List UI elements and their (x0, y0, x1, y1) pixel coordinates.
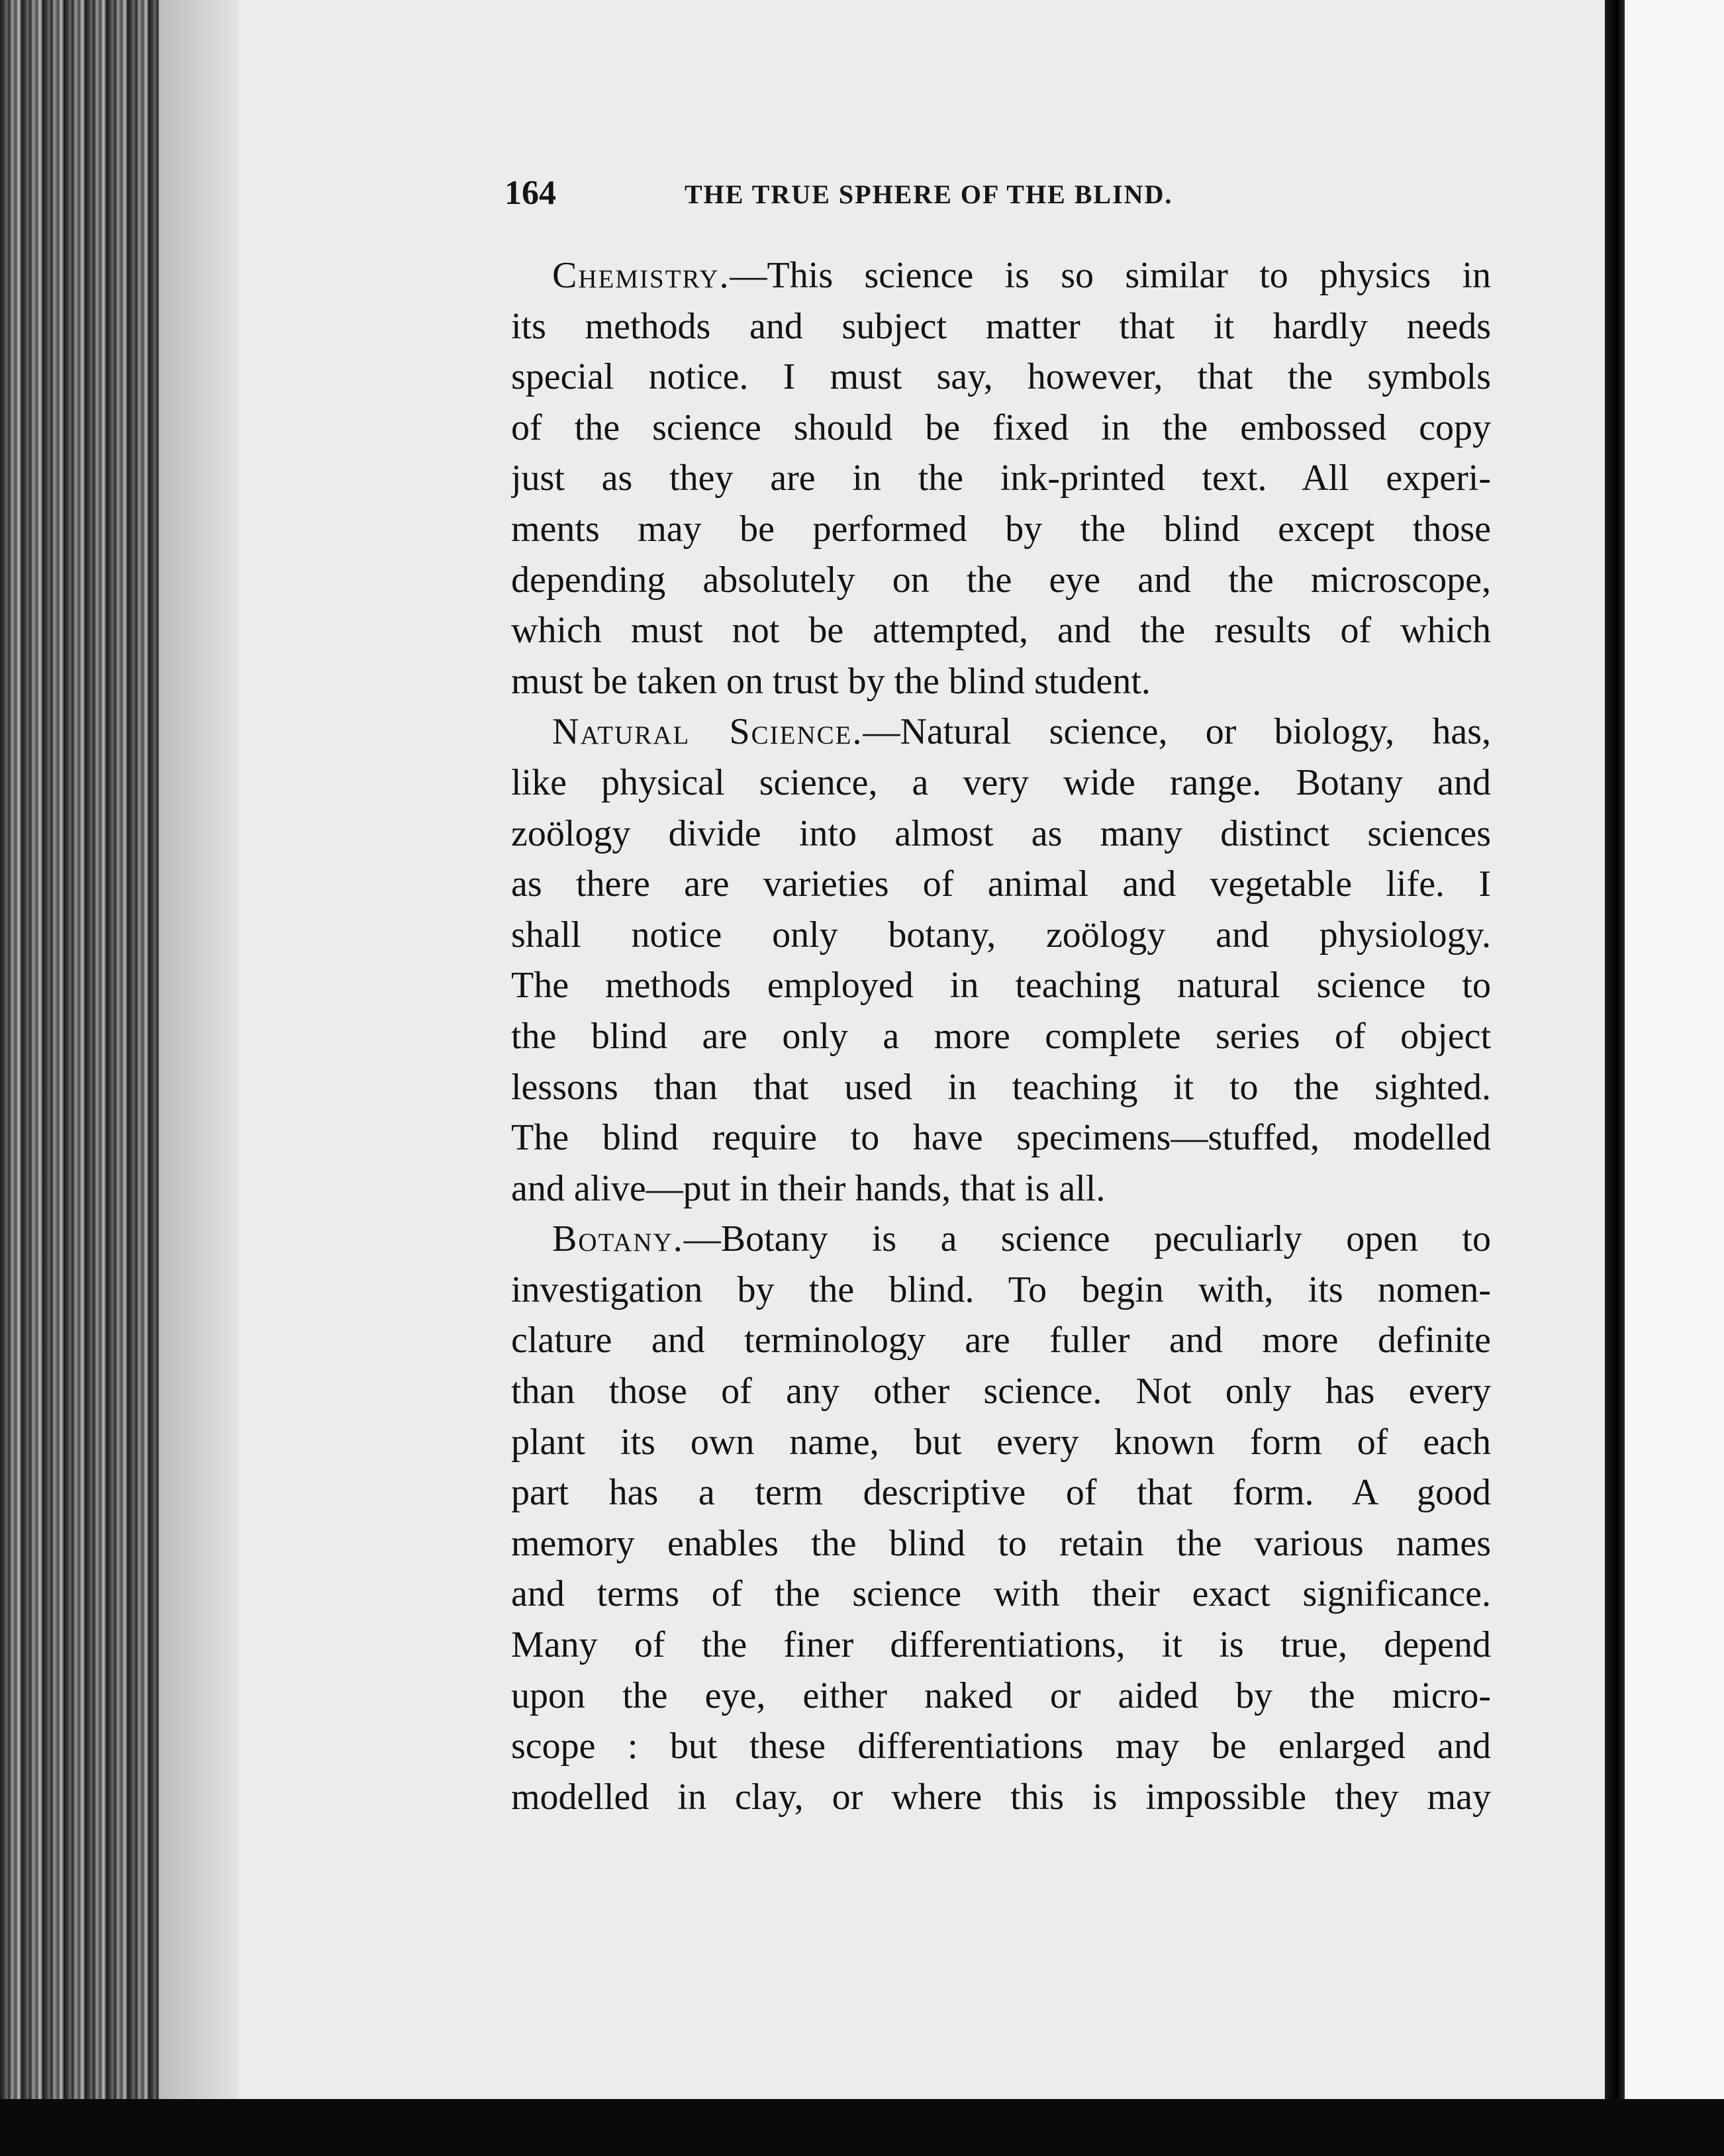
scan-border (0, 2099, 1724, 2156)
text-line: Many of the finer differentiations, it is true, depend (511, 1624, 1491, 1666)
text-line: just as they are in the ink-printed text. All experi- (511, 458, 1491, 499)
text-line: part has a term descriptive of that form. A good (511, 1472, 1491, 1514)
text-line: as there are varieties of animal and vegetable life. I (511, 863, 1491, 905)
text-line: Botany.—Botany is a science peculiarly open to (552, 1218, 1491, 1260)
text-line: like physical science, a very wide range. Botany and (511, 761, 1491, 803)
running-title: THE TRUE SPHERE OF THE BLIND. (685, 179, 1173, 209)
text-line: which must not be attempted, and the results of which (511, 610, 1491, 652)
text-line: Chemistry.—This science is so similar to physics in (552, 255, 1491, 296)
text-line: and terms of the science with their exact significance. (511, 1573, 1491, 1615)
paragraph-chemistry (511, 250, 1491, 707)
section-heading: Chemistry. (552, 255, 730, 296)
text-line: Natural Science.—Natural science, or biology, has, (552, 711, 1491, 753)
text-line: ments may be performed by the blind except those (511, 508, 1491, 550)
text-line: upon the eye, either naked or aided by the micro- (511, 1675, 1491, 1716)
text-line: depending absolutely on the eye and the microscope, (511, 559, 1491, 601)
text-line: the blind are only a more complete series of object (511, 1015, 1491, 1057)
page-edges (0, 0, 238, 2126)
text-line: than those of any other science. Not only has every (511, 1371, 1491, 1412)
text-line: lessons than that used in teaching it to the sighted. (511, 1066, 1491, 1108)
facing-page-edge (1625, 0, 1724, 2126)
section-heading: Botany. (552, 1218, 684, 1260)
text-line: and alive—put in their hands, that is all. (511, 1167, 1106, 1209)
text-line: modelled in clay, or where this is impossible they may (511, 1776, 1491, 1818)
text-line: its methods and subject matter that it hardly needs (511, 305, 1491, 347)
text-line: clature and terminology are fuller and more definite (511, 1320, 1491, 1361)
page-number: 164 (504, 174, 556, 212)
text-line: plant its own name, but every known form of each (511, 1421, 1491, 1463)
text-line: The blind require to have specimens—stuffed, modelled (511, 1117, 1491, 1159)
text-line: of the science should be fixed in the embossed copy (511, 407, 1491, 448)
body-text (511, 250, 1491, 1822)
text-line: memory enables the blind to retain the various names (511, 1522, 1491, 1564)
text-line: scope : but these differentiations may be enlarged and (511, 1726, 1491, 1767)
text-line: must be taken on trust by the blind student. (511, 660, 1151, 702)
paragraph-botany (511, 1214, 1491, 1822)
text-line: shall notice only botany, zoölogy and physiology. (511, 914, 1491, 956)
text-line: The methods employed in teaching natural science to (511, 965, 1491, 1006)
running-head (504, 173, 1325, 220)
text-line: investigation by the blind. To begin with, its nomen- (511, 1269, 1491, 1310)
text-line: zoölogy divide into almost as many distinct sciences (511, 812, 1491, 854)
text-line: special notice. I must say, however, that the symbols (511, 356, 1491, 398)
paragraph-natural-science (511, 707, 1491, 1214)
section-heading: Natural Science. (552, 711, 863, 753)
page-fold (1605, 0, 1625, 2126)
